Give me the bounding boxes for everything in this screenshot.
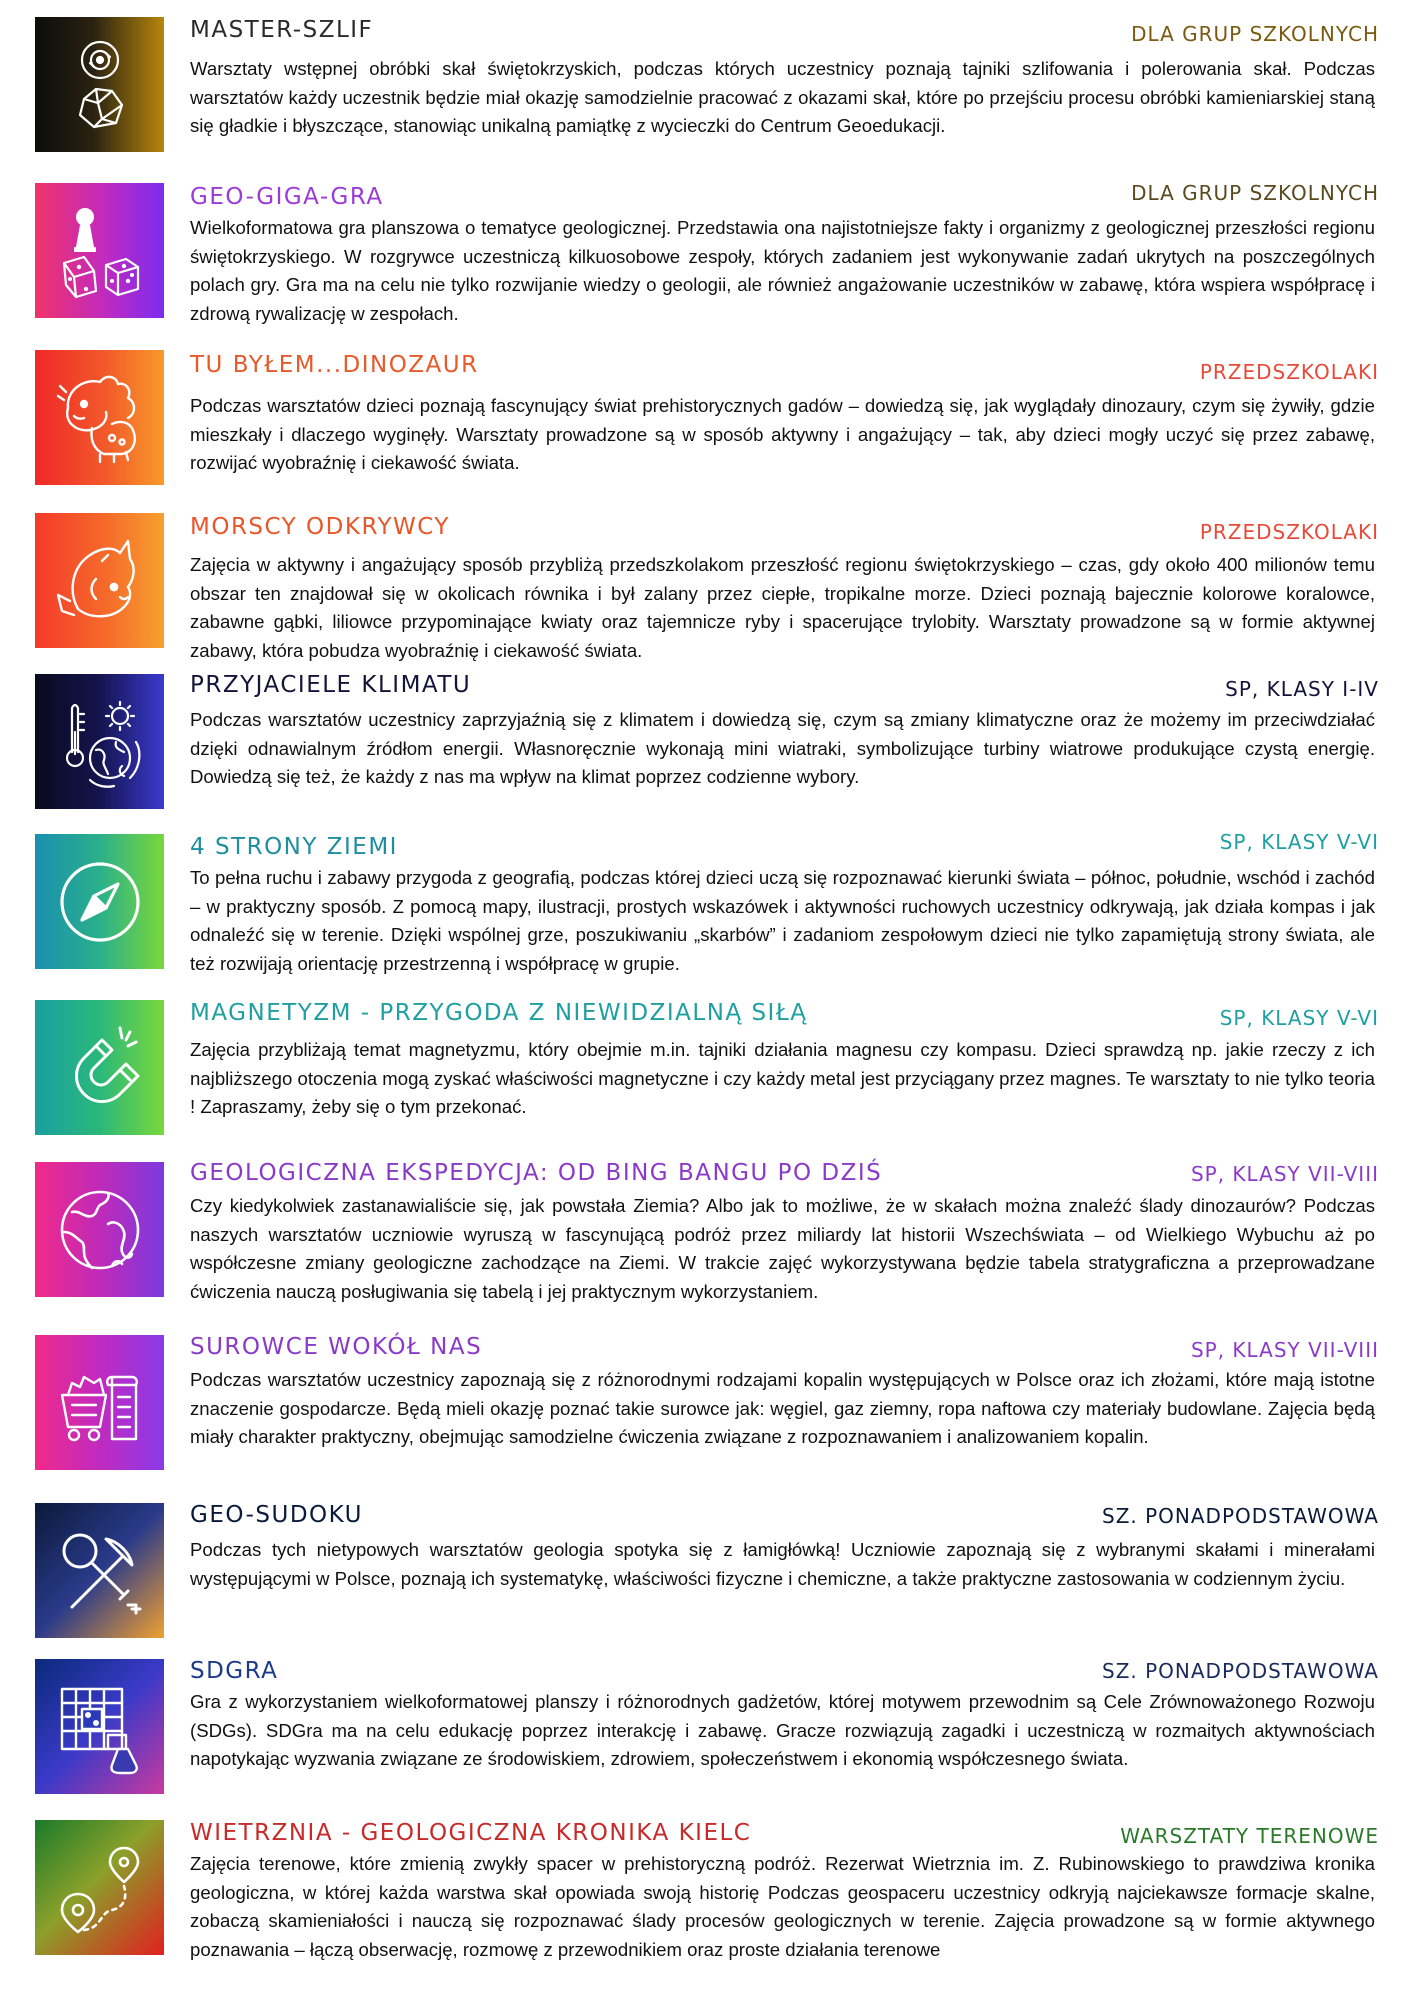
workshop-icon-box [35,350,164,485]
magnifier-and-pickaxe-icon [50,1521,150,1621]
audience-label: PRZEDSZKOLAKI [1199,520,1379,544]
audience-label: SP, KLASY V-VI [1219,830,1379,854]
dinosaur-icon [50,368,150,468]
fish-icon [50,531,150,631]
workshop-icon-box [35,1000,164,1135]
workshop-title: MORSCY ODKRYWCY [190,514,450,540]
audience-label: SP, KLASY VII-VIII [1190,1162,1379,1186]
audience-label: DLA GRUP SZKOLNYCH [1131,181,1379,205]
workshop-description: Podczas tych nietypowych warsztatów geologia spotyka się z łamigłówką! Uczniowie zapoznają się z wybranymi skałami i minerałami występującymi w Polsce, poznają ich systematykę, właściwości fizyczne i chemiczne, a także praktyczne zastosowania w codziennym życiu. [190,1539,1375,1589]
workshop-icon-box [35,674,164,809]
pawn-and-dice-icon [50,201,150,301]
audience-label: PRZEDSZKOLAKI [1199,360,1379,384]
board-game-icon [50,1677,150,1777]
workshop-description: Zajęcia przybliżają temat magnetyzmu, który obejmie m.in. tajniki działania magnesu czy kompasu. Dzieci sprawdzą np. jakie rzeczy z ich najbliższego otoczenia mogą zyskać właściwości magnetyczne i czy każdy metal jest przyciągany przez magnes. Te warsztaty to nie tylko teoria ! Zapraszamy, żeby się o tym przekonać. [190,1039,1376,1117]
workshop-title: TU BYŁEM...DINOZAUR [190,352,479,378]
workshop-description: To pełna ruchu i zabawy przygoda z geografią, podczas której dzieci uczą się rozpoznawać kierunki świata – północ, południe, wschód i zachód – w praktyczny sposób. Z pomocą mapy, ilustracji, prostych wskazówek i aktywności ruchowych uczestnicy odkrywają, jak działa kompas i jak odnaleźć się w terenie. Dzięki wspólnej grze, poszukiwaniu „skarbów” i zadaniom zespołowym dzieci nie tylko zapamiętują strony świata, ale też rozwijają orientację przestrzenną i współpracę w grupie. [190,867,1375,974]
workshop-title: GEO-SUDOKU [190,1502,363,1528]
audience-label: SP, KLASY VII-VIII [1190,1338,1379,1362]
climate-icon [50,692,150,792]
workshop-description: Gra z wykorzystaniem wielkoformatowej planszy i różnorodnych gadżetów, której motywem przewodnim są Cele Zrównoważonego Rozwoju (SDGs). SDGra ma na celu edukację poprzez interakcję i zabawę. Gracze rozwiązują zagadki i uczestniczą w rozmaitych aktywnościach napotykając wyzwania związane ze środowiskiem, zdrowiem, społeczeństwem i ekonomią współczesnego świata. [190,1691,1375,1769]
workshop-description: Wielkoformatowa gra planszowa o tematyce geologicznej. Przedstawia ona najistotniejsze fakty i organizmy z geologicznej przeszłości regionu świętokrzyskiego. W rozgrywce uczestniczą kilkuosobowe zespoły, których zadaniem jest wykonywanie zadań ukrytych na poszczególnych polach gry. Gra ma na celu nie tylko rozwijanie wiedzy o geologii, ale również angażowanie uczestników w zabawę, która wspiera współpracę i zdrową rywalizację w zespołach. [190,217,1375,324]
mine-cart-icon [50,1353,150,1453]
audience-label: DLA GRUP SZKOLNYCH [1131,22,1379,46]
workshop-icon-box [35,1335,164,1470]
magnet-icon [50,1018,150,1118]
grinding-stone-icon [50,35,150,135]
audience-label: SZ. PONADPODSTAWOWA [1102,1659,1379,1683]
workshop-icon-box [35,834,164,969]
workshop-icon-box [35,513,164,648]
workshop-icon-box [35,17,164,152]
workshop-icon-box [35,1162,164,1297]
compass-icon [50,852,150,952]
workshop-description: Podczas warsztatów dzieci poznają fascynujący świat prehistorycznych gadów – dowiedzą się, jak wyglądały dinozaury, czym się żywiły, gdzie mieszkały i dlaczego wyginęły. Warsztaty prowadzone są w sposób aktywny i angażujący – tak, aby dzieci mogły uczyć się przez zabawę, rozwijać wyobraźnię i ciekawość świata. [190,395,1375,473]
audience-label: SP, KLASY V-VI [1219,1006,1379,1030]
workshop-title: SUROWCE WOKÓŁ NAS [190,1334,483,1360]
workshop-icon-box [35,1659,164,1794]
audience-label: SZ. PONADPODSTAWOWA [1102,1504,1379,1528]
workshop-description: Zajęcia terenowe, które zmienią zwykły spacer w prehistoryczną podróż. Rezerwat Wietrznia im. Z. Rubinowskiego to prawdziwa kronika geologiczna, w której każda warstwa skał opowiada swoją historię Podczas geospaceru uczestnicy odkryją najciekawsze formacje skalne, zobaczą skamieniałości i nauczą się rozpoznawać ślady procesów geologicznych w terenie. Zajęcia prowadzone są w formie aktywnego poznawania – łączą obserwację, rozmowę z przewodnikiem oraz proste działania terenowe [190,1853,1375,1960]
workshop-description: Podczas warsztatów uczestnicy zaprzyjaźnią się z klimatem i dowiedzą się, czym są zmiany klimatyczne oraz że możemy im przeciwdziałać dzięki odnawialnym źródłom energii. Własnoręcznie wykonają mini wiatraki, symbolizujące turbiny wiatrowe produkujące czystą energię. Dowiedzą się też, że każdy z nas ma wpływ na klimat poprzez codzienne wybory. [190,709,1375,787]
workshop-title: MASTER-SZLIF [190,17,374,43]
workshop-icon-box [35,1820,164,1955]
workshop-description: Warsztaty wstępnej obróbki skał świętokrzyskich, podczas których uczestnicy poznają tajniki szlifowania i polerowania skał. Podczas warsztatów każdy uczestnik będzie miał okazję samodzielnie pracować z okazami skał, które po przejściu procesu obróbki kamieniarskiej staną się gładkie i błyszczące, stanowiąc unikalną pamiątkę z wycieczki do Centrum Geoedukacji. [190,58,1375,136]
workshop-description: Czy kiedykolwiek zastanawialiście się, jak powstała Ziemia? Albo jak to możliwe, że w skałach można znaleźć ślady dinozaurów? Podczas naszych warsztatów uczniowie wyruszą w fascynującą podróż przez miliardy lat historii Wszechświata – od Wielkiego Wybuchu aż po współczesne zmiany geologiczne zachodzące na Ziemi. W trakcie zajęć wykorzystywana będzie tabela stratygraficzna a przeprowadzane ćwiczenia nauczą posługiwania się tabelą i jej praktycznym wykorzystaniem. [190,1195,1375,1302]
globe-icon [50,1180,150,1280]
workshop-title: MAGNETYZM - PRZYGODA Z NIEWIDZIALNĄ SIŁĄ [190,1000,808,1026]
workshop-title: PRZYJACIELE KLIMATU [190,672,472,698]
audience-label: SP, KLASY I-IV [1225,677,1379,701]
workshop-title: WIETRZNIA - GEOLOGICZNA KRONIKA KIELC [190,1820,752,1846]
map-route-icon [50,1838,150,1938]
workshop-title: GEO-GIGA-GRA [190,184,384,210]
workshop-icon-box [35,183,164,318]
workshop-description: Podczas warsztatów uczestnicy zapoznają się z różnorodnymi rodzajami kopalin występujących w Polsce oraz ich złożami, które mają istotne znaczenie gospodarcze. Będą mieli okazję poznać takie surowce jak: węgiel, gaz ziemny, ropa naftowa czy materiały budowlane. Zajęcia będą miały charakter praktyczny, obejmując samodzielne ćwiczenia związane z rozpoznawaniem i analizowaniem kopalin. [190,1369,1375,1447]
workshop-title: SDGRA [190,1658,279,1684]
audience-label: WARSZTATY TERENOWE [1120,1824,1379,1848]
workshop-icon-box [35,1503,164,1638]
workshop-title: GEOLOGICZNA EKSPEDYCJA: OD BING BANGU PO DZIŚ [190,1160,883,1186]
workshop-description: Zajęcia w aktywny i angażujący sposób przybliżą przedszkolakom przeszłość regionu świętokrzyskiego – czas, gdy około 400 milionów temu obszar ten znajdował się w okolicach równika i był zalany przez ciepłe, tropikalne morze. Dzieci poznają bajecznie kolorowe koralowce, zabawne gąbki, liliowce przypominające kwiaty oraz tajemnicze ryby i spacerujące trylobity. Warsztaty prowadzone są w formie aktywnej zabawy, która pobudza wyobraźnię i ciekawość świata. [190,554,1375,661]
workshop-title: 4 STRONY ZIEMI [190,834,398,860]
